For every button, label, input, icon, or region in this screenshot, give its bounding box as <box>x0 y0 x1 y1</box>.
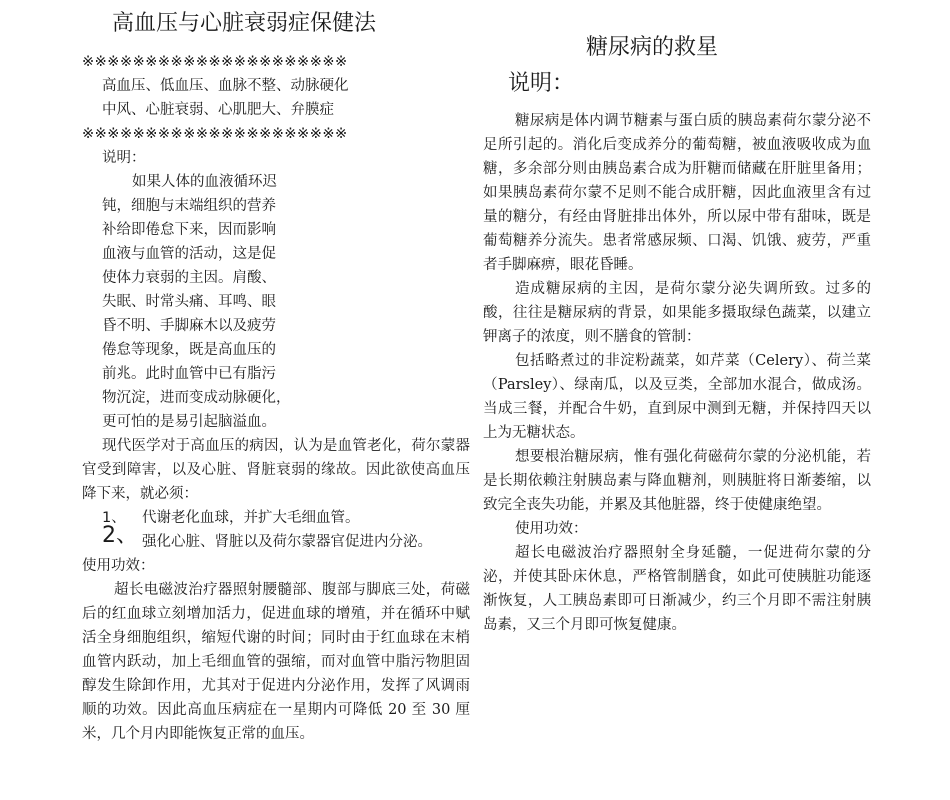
narrow-text-line: 失眠、时常头痛、耳鸣、眼 <box>102 294 276 310</box>
star-divider-bottom: ※※※※※※※※※※※※※※※※※※※※※ <box>82 126 348 142</box>
right-article-title: 糖尿病的救星 <box>586 35 719 60</box>
narrow-text-line: 使体力衰弱的主因。肩酸、 <box>102 270 276 286</box>
right-article <box>483 109 871 637</box>
narrow-text-line: 血液与血管的活动，这是促 <box>102 246 276 262</box>
effect-paragraph: 超长电磁波治疗器照射全身延髓，一促进荷尔蒙的分泌，并使其卧床休息，严格管制膳食，如此可使胰脏功能逐渐恢复，人工胰岛素即可日渐减少，约三个月即不需注射胰岛素，又三个月即可恢复健康。 <box>483 545 871 633</box>
effect-paragraph: 超长电磁波治疗器照射腰髓部、腹部与脚底三处，荷磁后的红血球立刻增加活力，促进血球的增殖，并在循环中赋活全身细胞组织，缩短代谢的时间；同时由于红血球在末梢血管内跃动，加上毛细血管的强缩，而对血管中脂污物胆固醇发生除卸作用，尤其对于促进内分泌作用，发挥了风调雨顺的功效。因此高血压病症在一星期内可降低 20 至 30 厘米，几个月内即能恢复正常的血压。 <box>82 582 470 742</box>
narrow-text-line: 物沉淀，进而变成动脉硬化， <box>102 390 291 406</box>
list-item <box>82 523 470 554</box>
body-paragraph: 糖尿病是体内调节糖素与蛋白质的胰岛素荷尔蒙分泌不足所引起的。消化后变成养分的葡萄糖，被血液吸收成为血糖，多余部分则由胰岛素合成为肝糖而储藏在肝脏里备用；如果胰岛素荷尔蒙不足则不能合成肝糖，因此血液里含有过量的糖分，有经由肾脏排出体外，所以尿中带有甜味，既是葡萄糖养分流失。患者常感尿频、口渴、饥饿、疲劳，严重者手脚麻痹，眼花昏睡。 <box>483 113 871 273</box>
body-paragraph: 造成糖尿病的主因，是荷尔蒙分泌失调所致。过多的酸，往往是糖尿病的背景，如果能多摄取绿色蔬菜，以建立钾离子的浓度，则不膳食的管制： <box>483 281 871 345</box>
topic-line: 高血压、低血压、血脉不整、动脉硬化 <box>102 78 349 94</box>
right-explain-label: 说明： <box>508 71 575 96</box>
narrow-text-line: 前兆。此时血管中已有脂污 <box>102 366 276 382</box>
modern-medicine-paragraph: 现代医学对于高血压的病因，认为是血管老化，荷尔蒙器官受到障害，以及心脏、肾脏衰弱的缘故。因此欲使高血压降下来，就必须： <box>82 438 470 502</box>
left-article-title: 高血压与心脏衰弱症保健法 <box>112 11 377 36</box>
body-paragraph: 想要根治糖尿病，惟有强化荷磁荷尔蒙的分泌机能，若是长期依赖注射胰岛素与降血糖剂，则胰脏将日渐萎缩，以致完全丧失功能，并累及其他脏器，终于使健康绝望。 <box>483 449 871 513</box>
list-item-text: 代谢老化血球，并扩大毛细血管。 <box>142 510 360 526</box>
list-item-number: 2、 <box>102 523 138 548</box>
effect-label: 使用功效： <box>515 521 588 537</box>
narrow-text-line: 钝，细胞与末端组织的营养 <box>102 198 276 214</box>
narrow-text-line: 补给即倦怠下来，因而影响 <box>102 222 276 238</box>
narrow-text-line: 倦怠等现象，既是高血压的 <box>102 342 276 358</box>
narrow-text-line: 更可怕的是易引起脑溢血。 <box>102 414 276 430</box>
list-item <box>82 506 470 530</box>
list-item-text: 强化心脏、肾脏以及荷尔蒙器官促进内分泌。 <box>142 534 432 550</box>
left-article <box>82 50 470 746</box>
narrow-text-line: 昏不明、手脚麻木以及疲劳 <box>102 318 276 334</box>
effect-label: 使用功效： <box>82 558 155 574</box>
list-item-number: 1、 <box>102 510 126 526</box>
explain-label: 说明： <box>102 150 146 166</box>
narrow-text-line: 如果人体的血液循环迟 <box>132 174 277 190</box>
body-paragraph: 包括略煮过的非淀粉蔬菜，如芹菜（Celery）、荷兰菜（Parsley）、绿南瓜，以及豆类，全部加水混合，做成汤。当成三餐，并配合牛奶，直到尿中测到无糖，并保持四天以上为无糖状态。 <box>483 353 871 441</box>
star-divider-top: ※※※※※※※※※※※※※※※※※※※※※ <box>82 54 348 70</box>
topic-line: 中风、心脏衰弱、心肌肥大、弁膜症 <box>102 102 334 118</box>
